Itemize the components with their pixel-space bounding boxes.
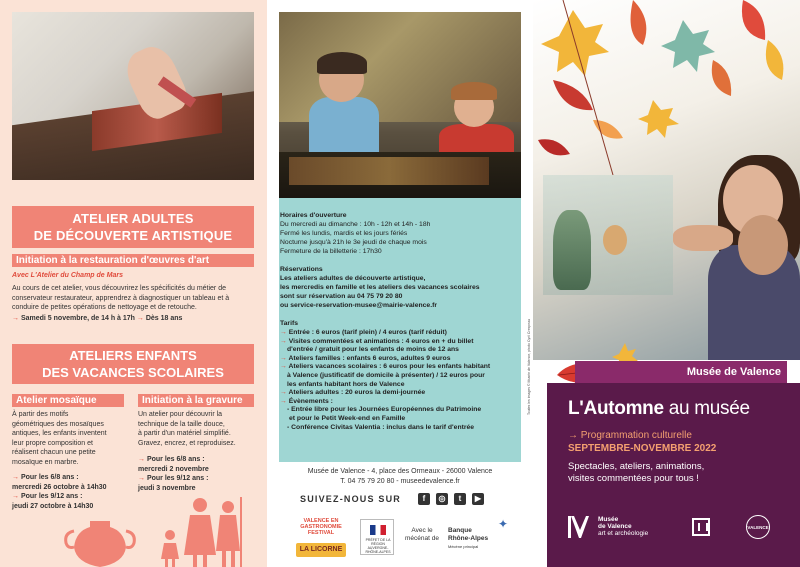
arrow-icon: → <box>138 456 147 463</box>
youtube-icon[interactable]: ▶ <box>472 493 484 505</box>
arrow-icon: → <box>280 337 289 345</box>
festival-logo: VALENCE EN GASTRONOMIE FESTIVAL <box>300 518 342 536</box>
autumn-leaves-illustration <box>533 0 800 175</box>
reservations-line: les mercredis en famille et les ateliers des vacances scolaires <box>280 284 480 291</box>
musee-valence-logo-text: Musée de Valence art et archéologie <box>598 516 649 537</box>
engraving-heading: Initiation à la gravure <box>138 394 254 407</box>
restoration-date: → Samedi 5 novembre, de 14 h à 17h → Dès 18 ans <box>12 315 183 322</box>
bank-logo: Banque Rhône-Alpes Mécène principal <box>448 527 489 549</box>
kids-workshop-title: ATELIERS ENFANTS DES VACANCES SCOLAIRES <box>12 344 254 384</box>
mecenat-label: Avec le mécénat de <box>405 527 439 542</box>
hours-line: Fermeture de la billetterie : 17h30 <box>280 248 382 255</box>
engraving-description: Un atelier pour découvrir la technique de la taille douce, à partir d'un matériel simplifié. Gravez, encrez, et reproduisez. <box>138 411 236 447</box>
hours-heading: Horaires d'ouverture <box>280 212 347 219</box>
adult-workshop-title: ATELIER ADULTES DE DÉCOUVERTE ARTISTIQUE <box>12 206 254 248</box>
reservations-line: Les ateliers adultes de découverte artistique, <box>280 275 426 282</box>
amphora-illustration <box>60 517 140 567</box>
arrow-icon: → <box>568 430 581 441</box>
mosaic-heading: Atelier mosaïque <box>12 394 124 407</box>
arrow-icon: → <box>12 315 19 322</box>
engraving-dates: → Pour les 6/8 ans : mercredi 2 novembre → Pour les 9/12 ans : jeudi 3 novembre <box>138 456 209 492</box>
restoration-photo <box>12 12 254 180</box>
arrow-icon: → <box>136 315 144 322</box>
arrow-icon: → <box>280 397 289 405</box>
tarif-list: → Entrée : 6 euros (tarif plein) / 4 euros (tarif réduit) → Visites commentées et animations : 4 euros en + du billet d'entrée / gratuit pour les enfants de moins de 12 ans → Ateliers familles : enfants 6 euros, adultes 9 euros → Ateliers vacances scolaires : 6 euros pour les enfants habitant à Valence (justificatif de domicile à présenter) / 12 euros pour les enfants habitant hors de Valence → Ateliers adultes : 20 euros la demi-journée → Évènements : - Entrée libre pour les Journées Européennes du Patrimoine et pour le Petit Week-end en Famille - Conférence Civitas Valentia : inclus dans le tarif d'entrée <box>280 329 491 431</box>
spectacles-text: Spectacles, ateliers, animations, visites commentées pour tous ! <box>568 461 705 484</box>
photo-credit: Toutes les images © Musée de Valence, photo Cyril Crespeau <box>527 318 531 415</box>
facebook-icon[interactable]: f <box>418 493 430 505</box>
reservations-email[interactable]: ou service-reservation-musee@mairie-valence.fr <box>280 302 437 309</box>
instagram-icon[interactable]: ◎ <box>436 493 448 505</box>
tarifs-heading: Tarifs <box>280 320 299 327</box>
hours-line: Fermé les lundis, mardis et les jours fériés <box>280 230 408 237</box>
autumn-title: L'Automne au musée <box>568 398 750 419</box>
museum-address: Musée de Valence - 4, place des Ormeaux - 26000 Valence T. 04 75 79 20 80 - museedevalence.fr <box>307 468 493 485</box>
arrow-icon: → <box>280 363 289 371</box>
republique-francaise-logo: PRÉFET DE LA RÉGION AUVERGNE-RHÔNE-ALPES <box>360 519 394 555</box>
arrow-icon: → <box>138 475 147 482</box>
musee-valence-logo-icon <box>568 516 592 538</box>
arrow-icon: → <box>280 329 289 336</box>
mosaic-dates: → Pour les 6/8 ans : mercredi 26 octobre à 14h30 → Pour les 9/12 ans : jeudi 27 octobre à 14h30 <box>12 474 107 510</box>
licorne-logo: LA LICORNE <box>296 543 346 557</box>
roman-figures-illustration <box>150 487 245 567</box>
arrow-icon: → <box>280 389 289 397</box>
hours-line: Du mercredi au dimanche : 10h - 12h et 14h - 18h <box>280 221 431 228</box>
restoration-heading: Initiation à la restauration d'œuvres d'art <box>12 254 254 267</box>
arrow-icon: → <box>280 354 289 362</box>
mosaic-description: À partir des motifs géométriques des mosaïques antiques, les enfants inventent leur propre composition et réalisent chacun une petite mosaïque en marbre. <box>12 411 107 466</box>
valence-city-logo: VALENCE <box>746 515 770 539</box>
museum-name-tab: Musée de Valence <box>575 361 787 383</box>
arrow-icon: → <box>12 493 21 500</box>
restoration-description: Au cours de cet atelier, vous découvrirez les spécificités du métier de conservateur restaurateur, apprendrez à diagnostiquer un tableau et à conduire de petites opérations de nettoyage et de retouche. <box>12 285 230 311</box>
children-museum-photo <box>279 12 521 198</box>
follow-us-label: SUIVEZ-NOUS SUR <box>300 494 402 504</box>
arrow-icon: → <box>12 474 21 481</box>
atelier-credit: Avec L'Atelier du Champ de Mars <box>12 272 123 279</box>
star-icon: ✦ <box>498 517 509 531</box>
reservations-heading: Réservations <box>280 266 323 273</box>
season-line: SEPTEMBRE-NOVEMBRE 2022 <box>568 443 717 454</box>
agglomeration-logo-icon <box>692 518 710 536</box>
hours-line: Nocturne jusqu'à 21h le 3e jeudi de chaque mois <box>280 239 427 246</box>
twitter-icon[interactable]: t <box>454 493 466 505</box>
programmation-line: → Programmation culturelle <box>568 430 692 441</box>
reservations-line: sont sur réservation au 04 75 79 20 80 <box>280 293 403 300</box>
